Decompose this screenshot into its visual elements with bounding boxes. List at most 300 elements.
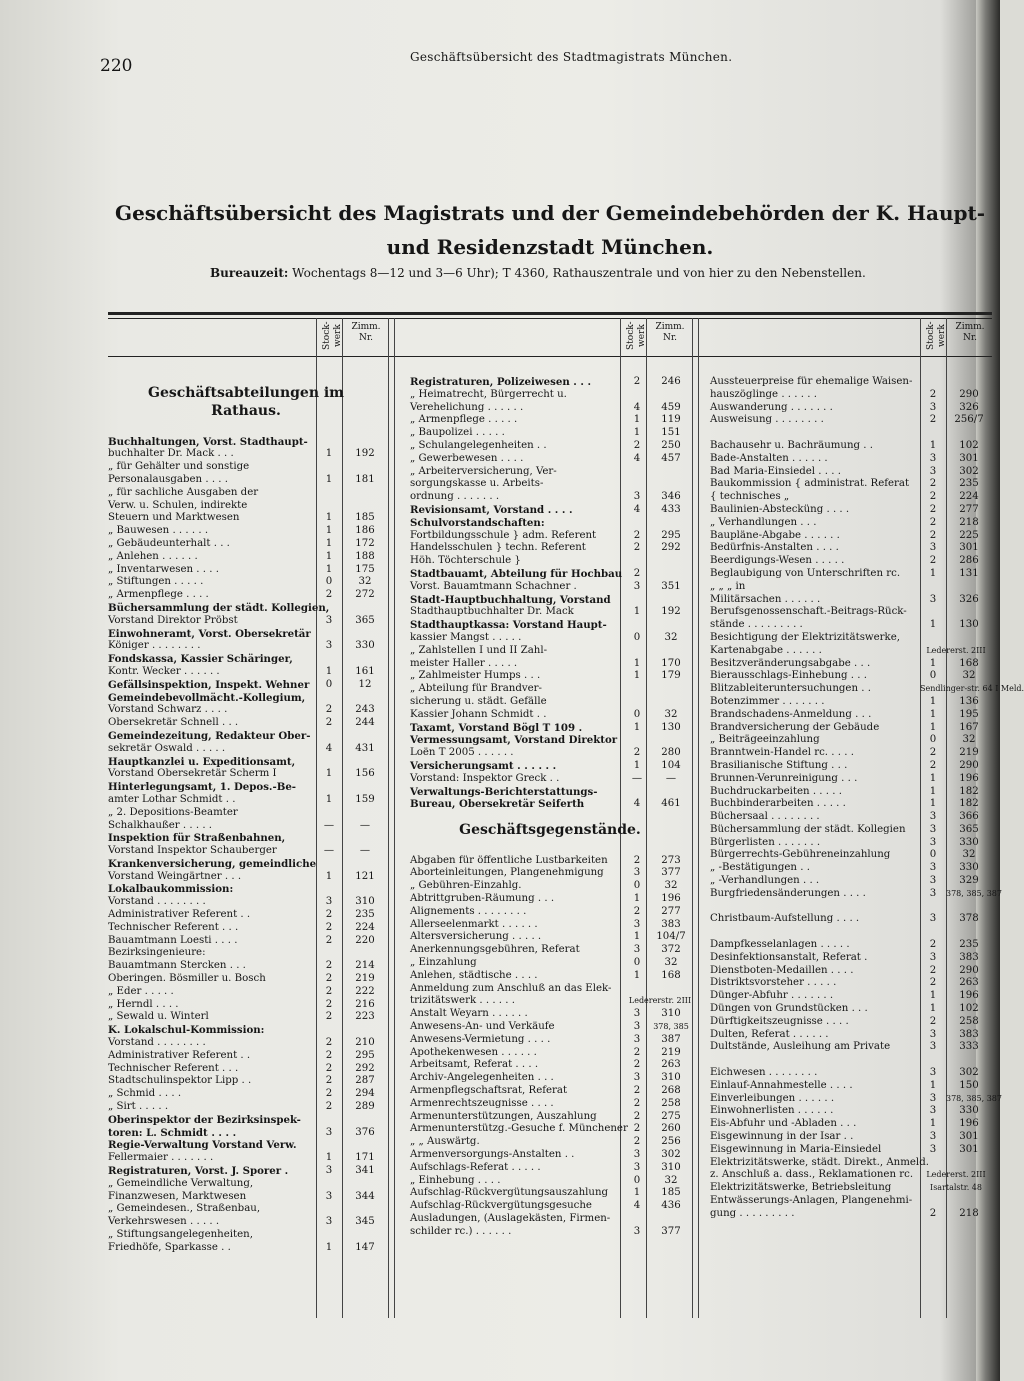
floor-value: 2: [633, 1085, 641, 1097]
entry-label: Auswanderung . . . . . . .: [710, 401, 833, 413]
entry-label: Gemeindebevollmächt.-Kollegium,: [108, 691, 306, 704]
index-row: [710, 594, 992, 607]
floor-value: 3: [929, 862, 937, 874]
room-number: 333: [959, 1041, 979, 1053]
floor-value: 1: [633, 427, 641, 439]
floor-value: 2: [633, 376, 641, 387]
floor-value: 1: [633, 414, 641, 426]
room-number: 286: [959, 555, 979, 567]
index-row: [410, 798, 694, 811]
entry-label: Brandschadens-Anmeldung . . .: [710, 708, 872, 720]
room-number: 295: [355, 1049, 375, 1061]
index-row: [108, 883, 392, 896]
index-row: [108, 1178, 392, 1191]
room-number: 224: [355, 921, 375, 933]
floor-value: —: [323, 819, 335, 831]
entry-label: Oberingen. Bösmiller u. Bosch: [108, 973, 266, 985]
room-number: 32: [664, 631, 678, 643]
entry-label: Obersekretär Schnell . . .: [108, 717, 239, 729]
room-number: 196: [661, 893, 681, 905]
entry-label: Geschäftsabteilungen im: [148, 384, 344, 401]
entry-label: Technischer Referent . . .: [108, 1062, 239, 1074]
floor-value: 2: [929, 478, 937, 490]
room-number: 32: [962, 670, 976, 682]
page-number: 220: [100, 56, 133, 76]
entry-label: „ Beiträgeeinzahlung: [710, 734, 820, 746]
floor-value: 3: [929, 951, 937, 963]
room-number: 294: [355, 1088, 375, 1100]
floor-value: 2: [325, 1011, 333, 1023]
index-row: [710, 1131, 992, 1144]
room-number: 218: [959, 516, 979, 528]
floor-value: Isartalstr. 48: [930, 1183, 982, 1193]
floor-value: 3: [929, 1105, 937, 1117]
room-number: 161: [355, 665, 375, 677]
entry-label: Archiv-Angelegenheiten . . .: [410, 1072, 554, 1084]
index-row: [410, 983, 694, 996]
floor-value: 1: [929, 721, 937, 733]
room-number: 383: [661, 918, 681, 930]
room-number: 102: [959, 439, 979, 451]
room-number: 345: [355, 1216, 375, 1228]
index-row: [108, 947, 392, 960]
floor-value: 3: [929, 593, 937, 605]
office-hours: [210, 266, 866, 280]
entry-label: „ Schulangelegenheiten . .: [410, 439, 547, 451]
entry-label: Brunnen-Verunreinigung . . .: [710, 772, 858, 784]
index-row: [410, 1008, 694, 1021]
room-number: —: [359, 845, 371, 857]
floor-value: 1: [929, 798, 937, 810]
floor-value: 2: [325, 998, 333, 1010]
floor-value: 1: [633, 721, 641, 733]
index-row: [410, 957, 694, 970]
room-number: 12: [358, 678, 372, 690]
room-number: 329: [959, 875, 979, 887]
floor-value: 1: [929, 772, 937, 784]
index-row: [108, 1114, 392, 1127]
index-row: [108, 986, 392, 999]
entry-label: sorgungskasse u. Arbeits-: [410, 478, 544, 490]
entry-label: Aussteuerpreise für ehemalige Waisen-: [710, 376, 913, 387]
entry-label: Taxamt, Vorstand Bögl T 109 .: [410, 721, 583, 734]
index-row: [410, 1111, 694, 1124]
room-number: 220: [355, 934, 375, 946]
floor-value: 1: [325, 768, 333, 780]
floor-value: 3: [325, 640, 333, 652]
room-number: 301: [959, 1143, 979, 1155]
room-number: 383: [959, 1028, 979, 1040]
entry-label: Oberinspektor der Bezirksinspek-: [108, 1113, 301, 1126]
entry-label: „ Arbeiterversicherung, Ver-: [410, 465, 557, 477]
index-row: [410, 491, 694, 504]
index-row: [108, 730, 392, 743]
entry-label: sicherung u. städt. Gefälle: [410, 695, 547, 707]
room-number: 168: [959, 657, 979, 669]
floor-value: 1: [633, 670, 641, 682]
table-header-rule: [108, 356, 992, 357]
floor-value: 3: [929, 542, 937, 554]
entry-label: Alignements . . . . . . . .: [410, 905, 527, 917]
header-floor: Stock-werk: [626, 321, 647, 351]
floor-value: 3: [929, 1131, 937, 1143]
room-number: 219: [661, 1046, 681, 1058]
entry-label: „ für Gehälter und sonstige: [108, 461, 250, 473]
entry-label: hauszöglinge . . . . . .: [710, 388, 817, 400]
room-number: 102: [959, 1003, 979, 1015]
room-number: 376: [355, 1126, 375, 1138]
entry-label: Hauptkanzlei u. Expeditionsamt,: [108, 755, 296, 768]
entry-label: Armenpflegschaftsrat, Referat: [410, 1085, 568, 1097]
floor-value: 3: [929, 452, 937, 464]
entry-label: Militärsachen . . . . . .: [710, 593, 821, 605]
floor-value: 3: [633, 867, 641, 879]
floor-value: 2: [633, 854, 641, 866]
header-floor: Stock-werk: [322, 321, 343, 351]
index-row: [108, 1229, 392, 1242]
room-number: 258: [661, 1097, 681, 1109]
index-row: [710, 670, 992, 683]
entry-label: Registraturen, Polizeiwesen . . .: [410, 376, 592, 388]
entry-label: Armenunterstützg.-Gesuche f. Münchener: [410, 1123, 628, 1135]
index-row: [710, 1182, 992, 1195]
entry-label: Krankenversicherung, gemeindliche: [108, 857, 317, 870]
entry-label: Administrativer Referent . .: [108, 1049, 251, 1061]
index-row: [108, 717, 392, 730]
index-row: [108, 756, 392, 769]
entry-label: Regie-Verwaltung Vorstand Verw.: [108, 1139, 297, 1152]
room-number: 219: [959, 747, 979, 759]
entry-label: Elektrizitätswerke, städt. Direkt., Anmeld.: [710, 1156, 929, 1168]
room-number: 330: [959, 1105, 979, 1117]
index-row: [410, 1136, 694, 1149]
entry-label: Einlauf-Annahmestelle . . . .: [710, 1079, 853, 1091]
room-number: 258: [959, 1015, 979, 1027]
room-number: 387: [661, 1033, 681, 1045]
floor-value: 1: [929, 785, 937, 797]
index-row: [710, 1054, 992, 1067]
entry-label: Dampfkesselanlagen . . . . .: [710, 939, 850, 951]
entry-label: { technisches „: [710, 491, 790, 503]
entry-label: Burgfriedensänderungen . . . .: [710, 887, 866, 899]
floor-value: 3: [633, 944, 641, 956]
index-row: [410, 658, 694, 671]
room-number: 32: [962, 849, 976, 861]
room-number: 302: [661, 1149, 681, 1161]
index-row: [108, 500, 392, 513]
room-number: 263: [661, 1059, 681, 1071]
entry-label: „ Sewald u. Winterl: [108, 1011, 209, 1023]
floor-value: 3: [929, 823, 937, 835]
entry-label: ordnung . . . . . . .: [410, 491, 500, 503]
floor-value: 1: [325, 512, 333, 524]
room-number: 277: [661, 905, 681, 917]
index-row: [410, 530, 694, 543]
entry-label: Allerseelenmarkt . . . . . .: [410, 918, 538, 930]
entry-label: toren: L. Schmidt . . . .: [108, 1126, 237, 1139]
entry-label: Anmeldung zum Anschluß an das Elek-: [410, 982, 612, 994]
index-row: [410, 1034, 694, 1047]
index-row: [710, 1092, 1002, 1106]
index-row: [108, 538, 392, 551]
room-number: 179: [661, 670, 681, 682]
room-number: 292: [661, 542, 681, 554]
floor-value: 2: [633, 747, 641, 759]
entry-label: „ Schmid . . . .: [108, 1088, 182, 1100]
room-number: 378, 385: [653, 1022, 689, 1032]
entry-label: „ Heimatrecht, Bürgerrecht u.: [410, 388, 567, 400]
entry-label: Administrativer Referent . .: [108, 909, 251, 921]
entry-label: Vorstand Weingärtner . . .: [108, 870, 242, 882]
entry-label: „ Anlehen . . . . . .: [108, 550, 198, 562]
index-row: [710, 1029, 992, 1042]
floor-value: 2: [929, 529, 937, 541]
floor-value: 0: [325, 678, 333, 690]
index-row: [710, 568, 992, 581]
floor-value: 4: [633, 401, 641, 413]
floor-value: 4: [633, 503, 641, 515]
index-row: [710, 786, 992, 799]
entry-label: schilder rc.) . . . . . .: [410, 1225, 512, 1237]
index-row: [410, 1047, 694, 1060]
entry-label: Inspektion für Straßenbahnen,: [108, 832, 286, 845]
floor-value: 3: [325, 1190, 333, 1202]
entry-label: Hinterlegungsamt, 1. Depos.-Be-: [108, 781, 297, 794]
floor-value: 2: [633, 439, 641, 451]
room-number: 372: [661, 944, 681, 956]
floor-value: 2: [929, 1015, 937, 1027]
entry-label: Revisionsamt, Vorstand . . . .: [410, 503, 573, 516]
floor-value: 1: [325, 550, 333, 562]
index-row: [410, 893, 694, 906]
index-row: [710, 1105, 992, 1118]
room-number: 302: [959, 465, 979, 477]
index-row: [108, 589, 392, 602]
floor-value: 1: [929, 695, 937, 707]
floor-value: 1: [325, 870, 333, 882]
floor-value: 2: [325, 1088, 333, 1100]
entry-label: Buchhaltungen, Vorst. Stadthaupt-: [108, 435, 308, 448]
entry-label: K. Lokalschul-Kommission:: [108, 1024, 265, 1037]
index-row: [410, 440, 694, 453]
entry-label: Altersversicherung . . . . .: [410, 931, 542, 943]
entry-label: Stadt-Hauptbuchhaltung, Vorstand: [410, 593, 611, 606]
floor-value: 1: [929, 1003, 937, 1015]
index-row: [710, 645, 992, 658]
index-row: [108, 704, 392, 717]
index-row: [410, 1175, 694, 1188]
entry-label: Apothekenwesen . . . . . .: [410, 1046, 537, 1058]
index-row: [710, 837, 992, 850]
index-row: [410, 683, 694, 696]
floor-value: 3: [325, 1126, 333, 1138]
room-number: 290: [959, 759, 979, 771]
room-number: 246: [661, 376, 681, 387]
index-row: [108, 576, 392, 589]
entry-label: Vorstand: Inspektor Greck . .: [410, 772, 560, 784]
index-row: [108, 564, 392, 577]
index-row: [710, 478, 992, 491]
floor-value: 3: [325, 896, 333, 908]
room-number: 243: [355, 704, 375, 716]
index-row: [108, 436, 392, 449]
index-row: [410, 1213, 694, 1226]
room-number: 32: [664, 957, 678, 969]
entry-label: Anlehen, städtische . . . .: [410, 969, 538, 981]
room-number: 326: [959, 593, 979, 605]
floor-value: 1: [325, 1241, 333, 1253]
floor-value: 0: [929, 670, 937, 682]
floor-value: 1: [633, 969, 641, 981]
floor-value: 0: [633, 880, 641, 892]
floor-value: 2: [929, 555, 937, 567]
index-row: [710, 1016, 992, 1029]
floor-value: 3: [929, 1041, 937, 1053]
index-row: [710, 376, 992, 389]
entry-label: Anerkennungsgebühren, Referat: [410, 944, 580, 956]
index-row: [410, 734, 694, 747]
divider: [698, 318, 699, 1318]
index-row: [410, 619, 694, 632]
index-row: [410, 696, 694, 709]
floor-value: 1: [929, 708, 937, 720]
entry-label: „ Einhebung . . . .: [410, 1174, 501, 1186]
index-row: [710, 658, 992, 671]
index-row: [108, 781, 392, 794]
page-title: Geschäftsübersicht des Magistrats und der Gemeindebehörden der K. Haupt- und Residenzstadt München.: [114, 201, 986, 259]
room-number: 136: [959, 695, 979, 707]
index-row: [108, 602, 392, 615]
entry-label: Aufschlags-Referat . . . . .: [410, 1161, 541, 1173]
floor-value: 2: [929, 503, 937, 515]
index-row: [410, 1085, 694, 1098]
header-room: Zimm. Nr.: [655, 322, 685, 343]
entry-label: Registraturen, Vorst. J. Sporer .: [108, 1165, 289, 1178]
index-row: [410, 760, 694, 773]
index-row: [410, 1162, 694, 1175]
floor-value: 1: [929, 990, 937, 1002]
floor-value: 2: [633, 567, 641, 579]
room-number: 235: [959, 939, 979, 951]
room-number: 156: [355, 768, 375, 780]
entry-label: sekretär Oswald . . . . .: [108, 742, 226, 754]
room-number: 225: [959, 529, 979, 541]
room-number: 214: [355, 960, 375, 972]
index-row: [108, 679, 392, 692]
room-number: 185: [661, 1187, 681, 1199]
entry-label: „ „ Auswärtg.: [410, 1136, 480, 1148]
entry-label: Dulten, Referat . . . . . .: [710, 1028, 829, 1040]
room-number: 310: [661, 1161, 681, 1173]
entry-label: Bade-Anstalten . . . . . .: [710, 452, 828, 464]
table-top-rule: [108, 312, 992, 315]
index-row: [710, 1067, 992, 1080]
floor-value: 0: [929, 734, 937, 746]
index-row: [710, 555, 992, 568]
entry-label: „ Stiftungen . . . . .: [108, 576, 204, 588]
entry-label: Schalkhaußer . . . . .: [108, 819, 213, 831]
entry-label: Armenversorgungs-Anstalten . .: [410, 1149, 575, 1161]
floor-value: 0: [325, 576, 333, 588]
entry-label: „ Gemeindesen., Straßenbau,: [108, 1203, 261, 1215]
room-number: 457: [661, 452, 681, 464]
index-row: [108, 551, 392, 564]
index-row: [108, 402, 392, 423]
entry-label: Bürgerrechts-Gebühreneinzahlung: [710, 849, 891, 861]
entry-label: Stadthauptbuchhalter Dr. Mack: [410, 606, 574, 618]
floor-value: 2: [325, 589, 333, 601]
floor-value: 3: [633, 1021, 641, 1033]
floor-value: 2: [929, 388, 937, 400]
index-row: [710, 414, 992, 427]
entry-label: Abgaben für öffentliche Lustbarkeiten: [410, 854, 608, 866]
index-row: [108, 832, 392, 845]
room-number: 295: [661, 529, 681, 541]
room-number: 130: [661, 721, 681, 733]
room-number: 256/7: [954, 414, 984, 426]
entry-label: Baulinien-Abstecküng . . . .: [710, 503, 850, 515]
floor-value: 2: [633, 905, 641, 917]
room-number: 151: [661, 427, 681, 439]
floor-value: 2: [325, 985, 333, 997]
floor-value: 2: [325, 1062, 333, 1074]
floor-value: 2: [325, 934, 333, 946]
index-row: [410, 786, 694, 799]
room-number: 330: [355, 640, 375, 652]
room-number: 301: [959, 542, 979, 554]
entry-label: Entwässerungs-Anlagen, Plangenehmi-: [710, 1195, 913, 1206]
room-number: 377: [661, 1225, 681, 1237]
room-number: 150: [959, 1079, 979, 1091]
floor-value: 3: [633, 1072, 641, 1084]
entry-label: Vorstand Inspektor Schauberger: [108, 845, 277, 857]
index-row: [710, 901, 992, 914]
room-number: 192: [355, 448, 375, 460]
office-hours-label: Bureauzeit:: [210, 266, 289, 280]
entry-label: Königer . . . . . . . .: [108, 640, 201, 652]
entry-label: „ Inventarwesen . . . .: [108, 563, 219, 575]
index-row: [410, 1072, 694, 1085]
entry-label: Gefällsinspektion, Inspekt. Wehner: [108, 678, 310, 691]
entry-label: Beerdigungs-Wesen . . . . .: [710, 555, 845, 567]
index-row: [108, 1203, 392, 1216]
index-row: [108, 423, 392, 436]
room-number: 287: [355, 1075, 375, 1087]
entry-label: Vorstand Schwarz . . . .: [108, 704, 228, 716]
entry-label: „ Baupolizei . . . . .: [410, 427, 505, 439]
entry-label: trizitätswerk . . . . . .: [410, 995, 515, 1007]
floor-value: 3: [633, 580, 641, 592]
index-row: [710, 517, 992, 530]
index-row: [410, 389, 694, 402]
entry-label: Verwaltungs-Berichterstattungs-: [410, 785, 598, 798]
room-number: 32: [664, 1174, 678, 1186]
room-number: 32: [358, 576, 372, 588]
room-number: 104: [661, 759, 681, 771]
room-number: 196: [959, 772, 979, 784]
entry-label: „ -Bestätigungen . .: [710, 862, 810, 874]
floor-value: 3: [929, 465, 937, 477]
floor-value: 3: [929, 887, 937, 899]
index-row: [108, 820, 392, 833]
index-row: [410, 542, 694, 555]
entry-label: Branntwein-Handel rc. . . . .: [710, 747, 854, 759]
room-number: 181: [355, 473, 375, 485]
floor-value: 4: [633, 452, 641, 464]
floor-value: 1: [325, 563, 333, 575]
index-row: [710, 747, 992, 760]
index-row: [410, 931, 694, 944]
